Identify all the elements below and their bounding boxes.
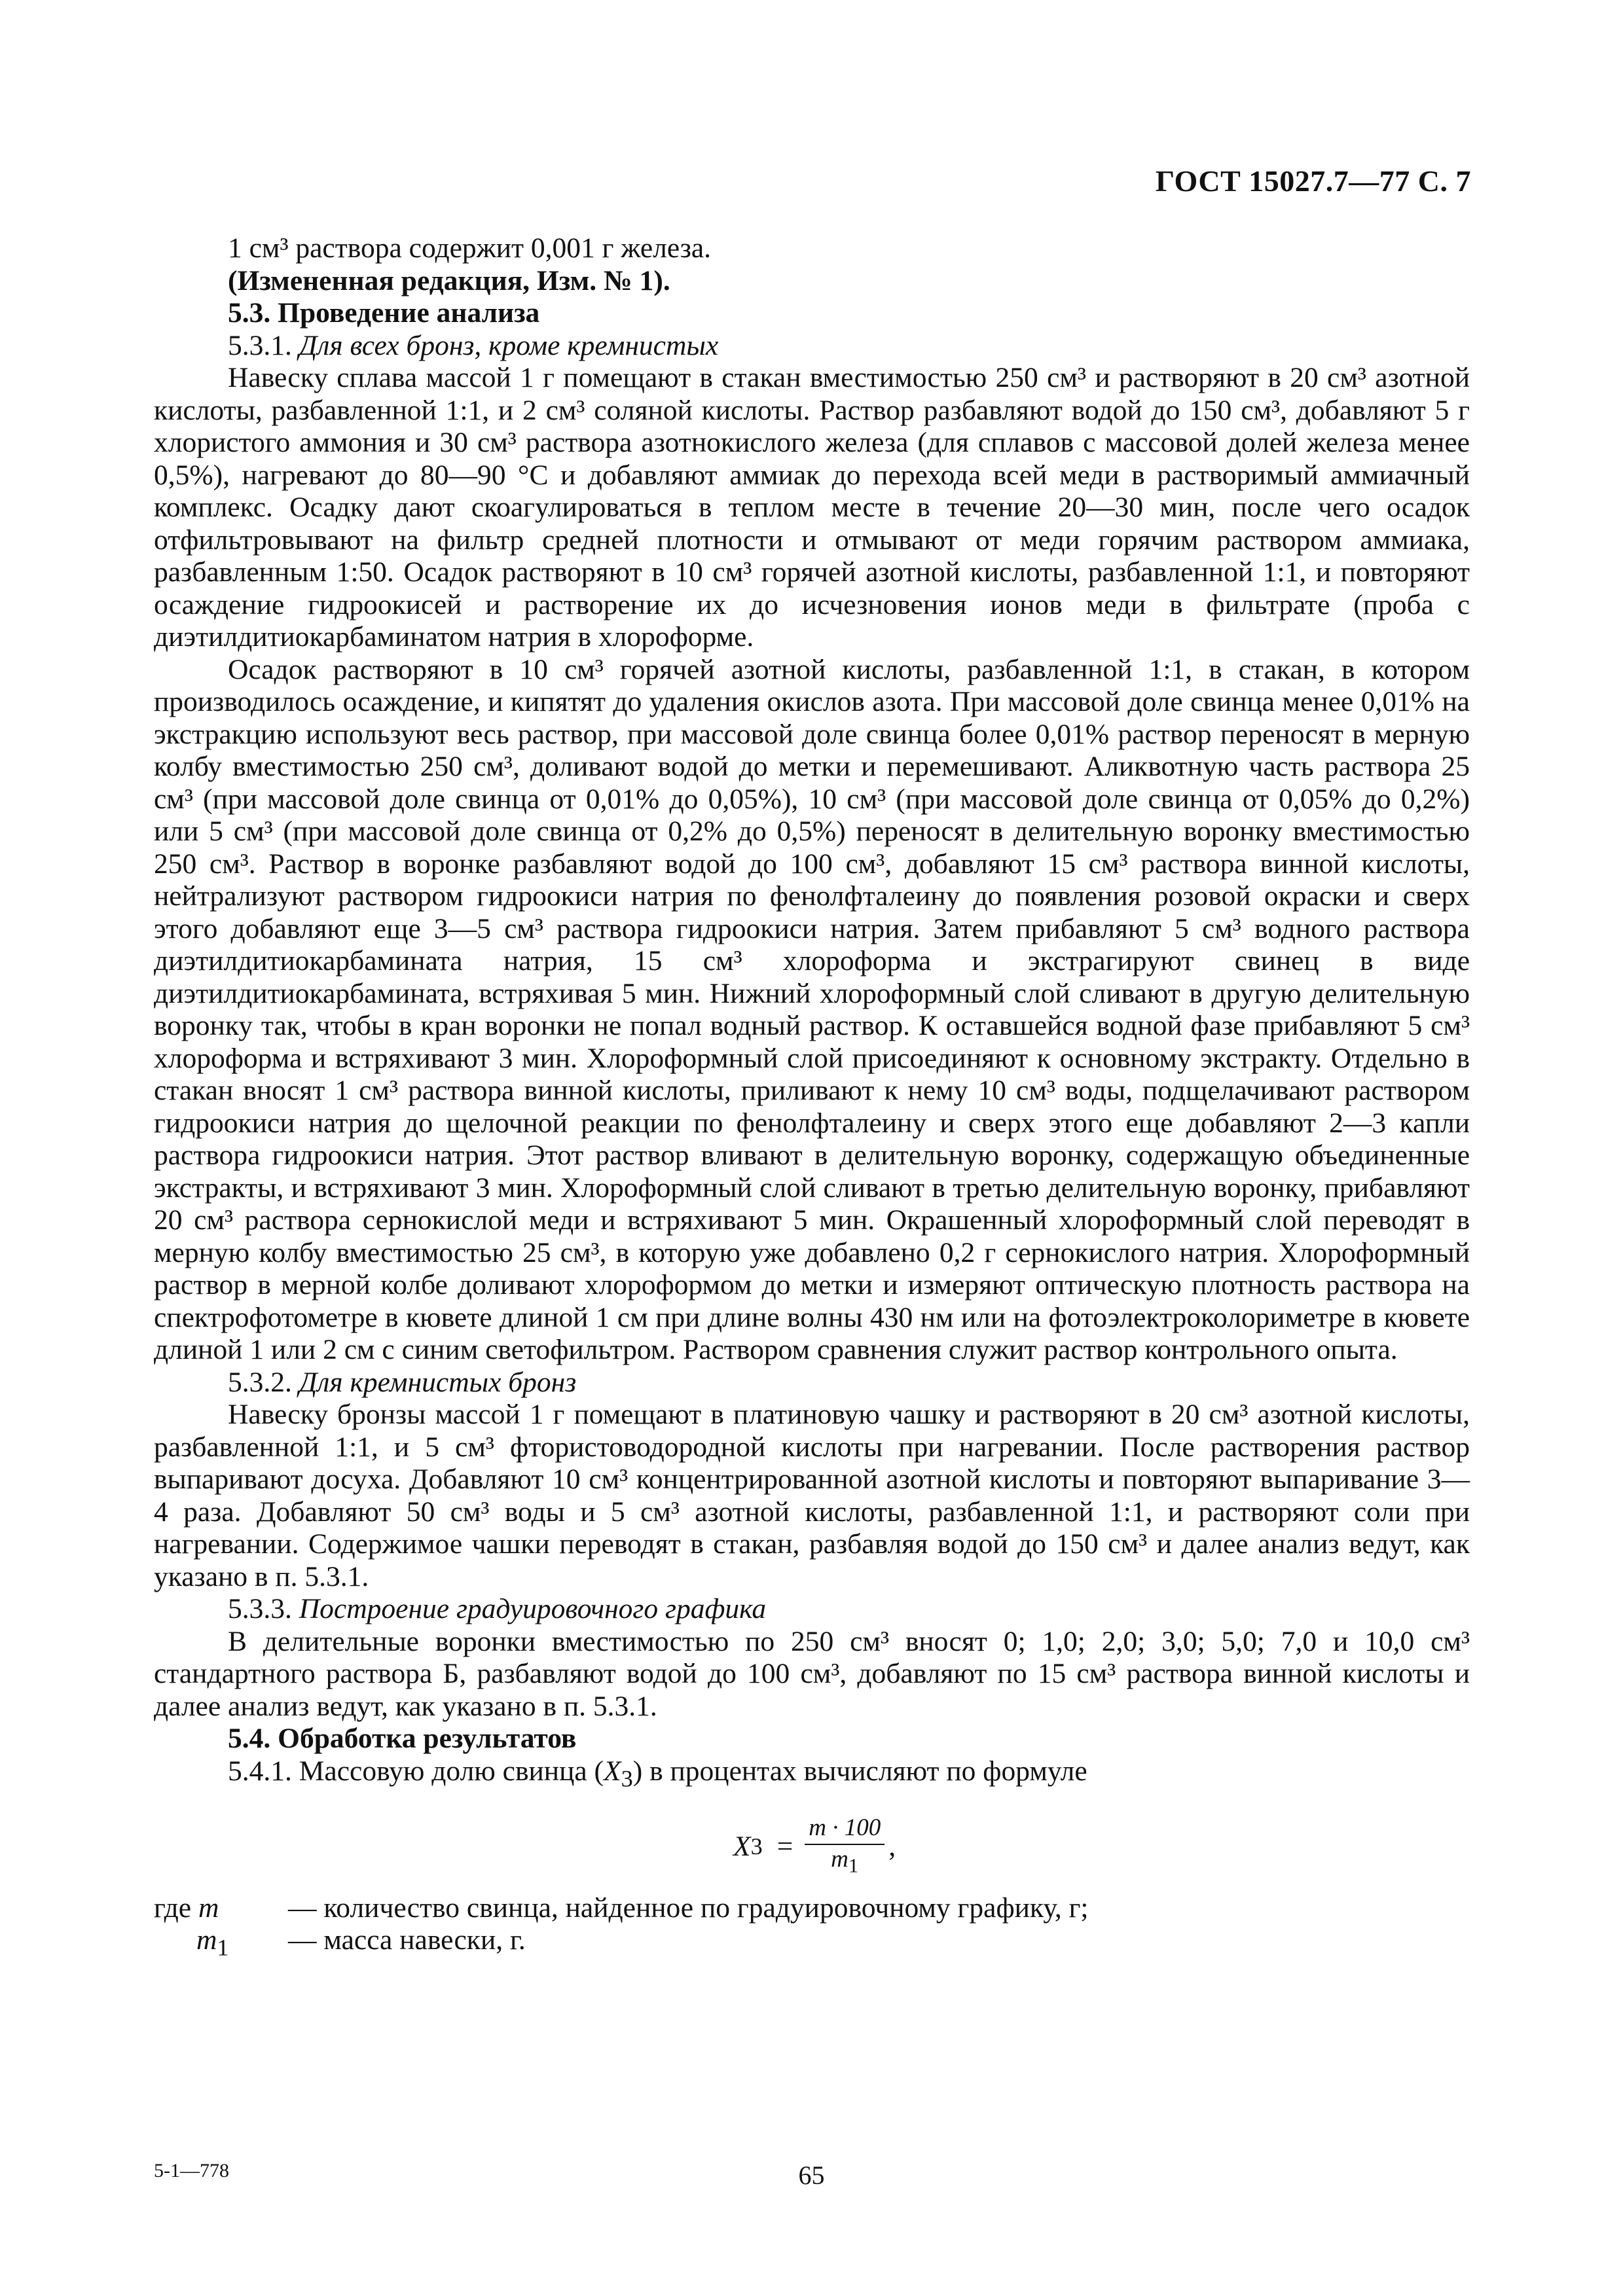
- definition-text: — количество свинца, найденное по градуировочному графику, г;: [288, 1892, 1089, 1924]
- subsection-title: Построение градуировочного графика: [299, 1593, 767, 1624]
- formula-denominator: [831, 1845, 858, 1880]
- definition-row: [154, 1892, 1470, 1925]
- page-number: 65: [798, 2161, 825, 2190]
- subsection-heading-5-3-2: [154, 1367, 1470, 1399]
- formula-numerator: m · 100: [805, 1814, 884, 1845]
- definition-prefix: где: [154, 1892, 198, 1924]
- definition-variable-subscript: 1: [217, 1934, 229, 1961]
- section-heading-5-4: 5.4. Обработка результатов: [228, 1723, 577, 1754]
- document-body: [154, 232, 1470, 1964]
- formula-denominator-subscript: 1: [848, 1854, 859, 1877]
- subsection-heading-5-3-1: [154, 330, 1470, 363]
- formula-lhs: X: [733, 1830, 751, 1862]
- formula-lhs-subscript: 3: [750, 1833, 763, 1859]
- formula-equals: =: [776, 1830, 793, 1862]
- definition-term: [154, 1924, 288, 1964]
- paragraph-extraction-procedure: Осадок растворяют в 10 см³ горячей азотной кислоты, разбавленной 1:1, в стакан, в котором производилось осаждение, и кипятят до удаления окислов азота. При массовой доле свинца менее 0,01% на экстракцию используют весь раствор, при массовой доле свинца более 0,01% раствор переносят в мерную колбу вместимостью 250 см³, доливают водой до метки и перемешивают. Аликвотную часть раствора 25 см³ (при массовой доле свинца от 0,01% до 0,05%), 10 см³ (при массовой доле свинца от 0,05% до 0,2%) или 5 см³ (при массовой доле свинца от 0,2% до 0,5%) переносят в делительную воронку вместимостью 250 см³. Раствор в воронке разбавляют водой до 100 см³, добавляют 15 см³ раствора винной кислоты, нейтрализуют раствором гидроокиси натрия по фенолфталеину до появления розовой окраски и сверх этого добавляют еще 3—5 см³ раствора гидроокиси натрия. Затем прибавляют 5 см³ водного раствора диэтилдитиокарбамината натрия, 15 см³ хлороформа и экстрагируют свинец в виде диэтилдитиокарбамината, встряхивая 5 мин. Нижний хлороформный слой сливают в другую делительную воронку так, чтобы в кран воронки не попал водный раствор. К оставшейся водной фазе прибавляют 5 см³ хлороформа и встряхивают 3 мин. Хлороформный слой присоединяют к основному экстракту. Отдельно в стакан вносят 1 см³ раствора винной кислоты, приливают к нему 10 см³ воды, подщелачивают раствором гидроокиси натрия до щелочной реакции по фенолфталеину и сверх этого еще добавляют 2—3 капли раствора гидроокиси натрия. Этот раствор вливают в делительную воронку, содержащую объединенные экстракты, и встряхивают 3 мин. Хлороформный слой сливают в третью делительную воронку, прибавляют 20 см³ раствора сернокислой меди и встряхивают 5 мин. Окрашенный хлороформный слой переводят в мерную колбу вместимостью 25 см³, в которую уже добавлено 0,2 г сернокислого натрия. Хлороформный раствор в мерной колбе доливают хлороформом до метки и измеряют оптическую плотность раствора на спектрофотометре в кювете длиной 1 см при длине волны 430 нм или на фотоэлектроколориметре в кювете длиной 1 или 2 см с синим светофильтром. Раствором сравнения служит раствор контрольного опыта.: [154, 653, 1470, 1365]
- formula-comma: ,: [888, 1830, 896, 1862]
- variable-x-subscript: 3: [621, 1765, 633, 1792]
- paragraph-silicon-bronze: Навеску бронзы массой 1 г помещают в платиновую чашку и растворяют в 20 см³ азотной кислоты, разбавленной 1:1, и 5 см³ фтористоводородной кислоты при нагревании. После растворения раствор выпаривают досуха. Добавляют 10 см³ концентрированной азотной кислоты и повторяют выпаривание 3—4 раза. Добавляют 50 см³ воды и 5 см³ азотной кислоты, разбавленной 1:1, и растворяют соли при нагревании. Содержимое чашки переводят в стакан, разбавляя водой до 150 см³ и далее анализ ведут, как указано в п. 5.3.1.: [154, 1399, 1470, 1592]
- definition-text: — масса навески, г.: [288, 1924, 526, 1956]
- formula-fraction: [805, 1814, 884, 1880]
- subsection-number: 5.3.3.: [228, 1593, 299, 1624]
- subsection-heading-5-3-3: [154, 1593, 1470, 1626]
- paragraph-formula-intro: [154, 1755, 1470, 1795]
- definition-variable: m: [198, 1892, 219, 1924]
- definition-row: [154, 1924, 1470, 1964]
- variable-x: X: [604, 1755, 621, 1787]
- formula-denominator-var: m: [831, 1845, 848, 1873]
- subsection-number: 5.3.2.: [228, 1366, 299, 1398]
- definitions-list: [154, 1892, 1470, 1965]
- subsection-title: Для кремнистых бронз: [299, 1366, 577, 1398]
- reagent-concentration-line: 1 см³ раствора содержит 0,001 г железа.: [228, 232, 712, 264]
- subsection-number: 5.3.1.: [228, 329, 299, 361]
- section-heading-5-3: 5.3. Проведение анализа: [228, 297, 540, 329]
- paragraph-calibration: В делительные воронки вместимостью по 250 см³ вносят 0; 1,0; 2,0; 3,0; 5,0; 7,0 и 10,0 см³ стандартного раствора Б, разбавляют водой до 100 см³, добавляют по 15 см³ раствора винной кислоты и далее анализ ведут, как указано в п. 5.3.1.: [154, 1625, 1470, 1722]
- subsection-title: Для всех бронз, кроме кремнистых: [299, 329, 719, 361]
- formula-intro-text-end: ) в процентах вычисляют по формуле: [632, 1755, 1087, 1787]
- page-header: ГОСТ 15027.7—77 С. 7: [1155, 164, 1471, 198]
- print-code: 5-1—778: [154, 2160, 229, 2181]
- definition-variable: m: [196, 1924, 217, 1956]
- definition-term: [154, 1892, 288, 1925]
- formula: [733, 1814, 896, 1880]
- formula-intro-text: 5.4.1. Массовую долю свинца (: [228, 1755, 604, 1787]
- formula-block: [154, 1795, 1470, 1887]
- amendment-note: (Измененная редакция, Изм. № 1).: [228, 264, 670, 296]
- paragraph-sample-dissolution: Навеску сплава массой 1 г помещают в стакан вместимостью 250 см³ и растворяют в 20 см³ азотной кислоты, разбавленной 1:1, и 2 см³ соляной кислоты. Раствор разбавляют водой до 150 см³, добавляют 5 г хлористого аммония и 30 см³ раствора азотнокислого железа (для сплавов с массовой долей железа менее 0,5%), нагревают до 80—90 °С и добавляют аммиак до перехода всей меди в растворимый аммиачный комплекс. Осадку дают скоагулироваться в теплом месте в течение 20—30 мин, после чего осадок отфильтровывают на фильтр средней плотности и отмывают от меди горячим раствором аммиака, разбавленным 1:50. Осадок растворяют в 10 см³ горячей азотной кислоты, разбавленной 1:1, и повторяют осаждение гидроокисей и растворение их до исчезновения ионов меди в фильтрате (проба с диэтилдитиокарбаминатом натрия в хлороформе.: [154, 362, 1470, 653]
